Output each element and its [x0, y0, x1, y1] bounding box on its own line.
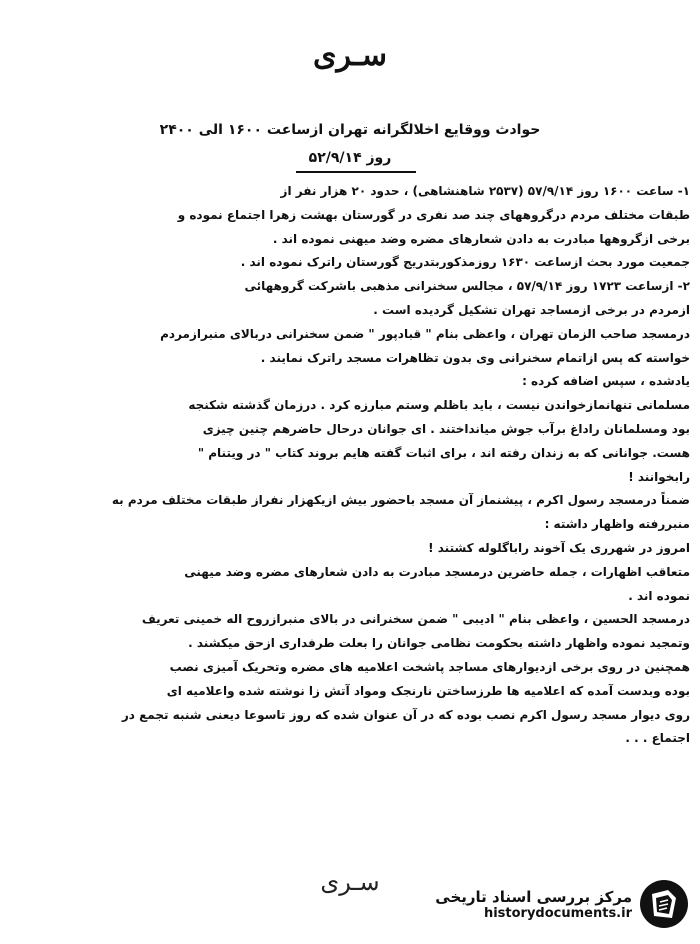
body-line: متعاقب اظهارات ، جمله حاضرین درمسجد مبادرت به دادن شعارهای مضره وضد میهنی	[184, 564, 690, 579]
body-line: مسلمانی تنهانمازخواندن نیست ، باید باظلم وستم مبارزه کرد . درزمان گذشته شکنجه	[188, 398, 690, 413]
body-line: خواسته که پس ازاتمام سخنرانی وی بدون تظاهرات مسجد راترک نمایند .	[260, 350, 690, 365]
body-line: امروز در شهرری یک آخوند راباگلوله کشتند !	[428, 540, 690, 555]
body-line: بود ومسلمانان راداغ برآب جوش میانداختند . ای جوانان درحال حاضرهم چنین چیزی	[202, 421, 690, 436]
body-line: همچنین در روی برخی ازدیوارهای مساجد پاشخت اعلامیه های مضره وتحریک آمیزی نصب	[169, 659, 690, 674]
body-line: درمسجد الحسین ، واعظی بنام " ادیبی " ضمن سخنرانی در بالای منبرازروح اله خمینی تعریف	[141, 612, 690, 627]
body-line: هست. جوانانی که به زندان رفته اند ، برای اثبات گفته هایم بروند کتاب " در ویتنام "	[197, 445, 690, 460]
watermark-url: historydocuments.ir	[483, 905, 632, 921]
body-line: جمعیت مورد بحث ازساعت ۱۶۳۰ روزمذکوربتدریج گورستان راترک نموده اند .	[240, 255, 690, 270]
body-line: ۲- ازساعت ۱۷۲۳ روز ۵۷/۹/۱۴ ، مجالس سخنرانی مذهبی باشرکت گروههائی	[244, 279, 690, 294]
body-line: ازمردم در برخی ازمساجد تهران تشکیل گردیده است .	[373, 302, 690, 317]
body-line: درمسجد صاحب الزمان تهران ، واعظی بنام " قبادپور " ضمن سخنرانی دربالای منبرازمردم	[160, 326, 690, 341]
body-line: وتمجید نموده واظهار داشته بحکومت نظامی جوانان را بعلت طرفداری ازحق میکشند .	[188, 636, 690, 651]
body-line: اجتماع . . .	[625, 731, 690, 746]
document-title: حوادث ووقایع اخلالگرانه تهران ازساعت ۱۶۰۰ الی ۲۴۰۰	[159, 122, 541, 138]
archive-logo-icon	[638, 878, 690, 930]
date-underline	[296, 171, 416, 173]
body-line: ضمناً درمسجد رسول اکرم ، پیشنماز آن مسجد باحضور بیش ازیکهزار نفراز طبقات مختلف مردم به	[111, 493, 690, 508]
classification-footer: سـرى	[320, 868, 380, 896]
watermark-name: مرکز بررسی اسناد تاریخی	[435, 887, 632, 906]
watermark-text	[435, 888, 632, 921]
body-line: یادشده ، سپس اضافه کرده :	[522, 374, 690, 389]
document-body	[76, 180, 690, 751]
body-line: منبررفته واظهار داشته :	[544, 517, 690, 532]
body-line: بوده وبدست آمده که اعلامیه ها طرزساختن نارنجک ومواد آتش زا نوشته شده واعلامیه ای	[166, 683, 690, 698]
classification-header: سـرى	[313, 38, 387, 73]
archive-watermark	[400, 872, 690, 936]
body-line: رابخوانند !	[628, 469, 690, 484]
body-line: روی دیوار مسجد رسول اکرم نصب بوده که در آن عنوان شده که روز تاسوعا دیعنی شنبه تجمع در	[121, 707, 690, 722]
body-line: طبقات مختلف مردم درگروههای چند صد نفری در گورستان بهشت زهرا اجتماع نموده و	[177, 207, 690, 222]
body-line: نموده اند .	[628, 588, 690, 603]
body-line: ۱- ساعت ۱۶۰۰ روز ۵۷/۹/۱۴ (۲۵۳۷ شاهنشاهی) ، حدود ۲۰ هزار نفر از	[280, 184, 690, 198]
body-line: برخی ازگروهها مبادرت به دادن شعارهای مضره وضد میهنی نموده اند .	[272, 231, 690, 246]
document-date: روز ۵۲/۹/۱۴	[308, 150, 392, 166]
